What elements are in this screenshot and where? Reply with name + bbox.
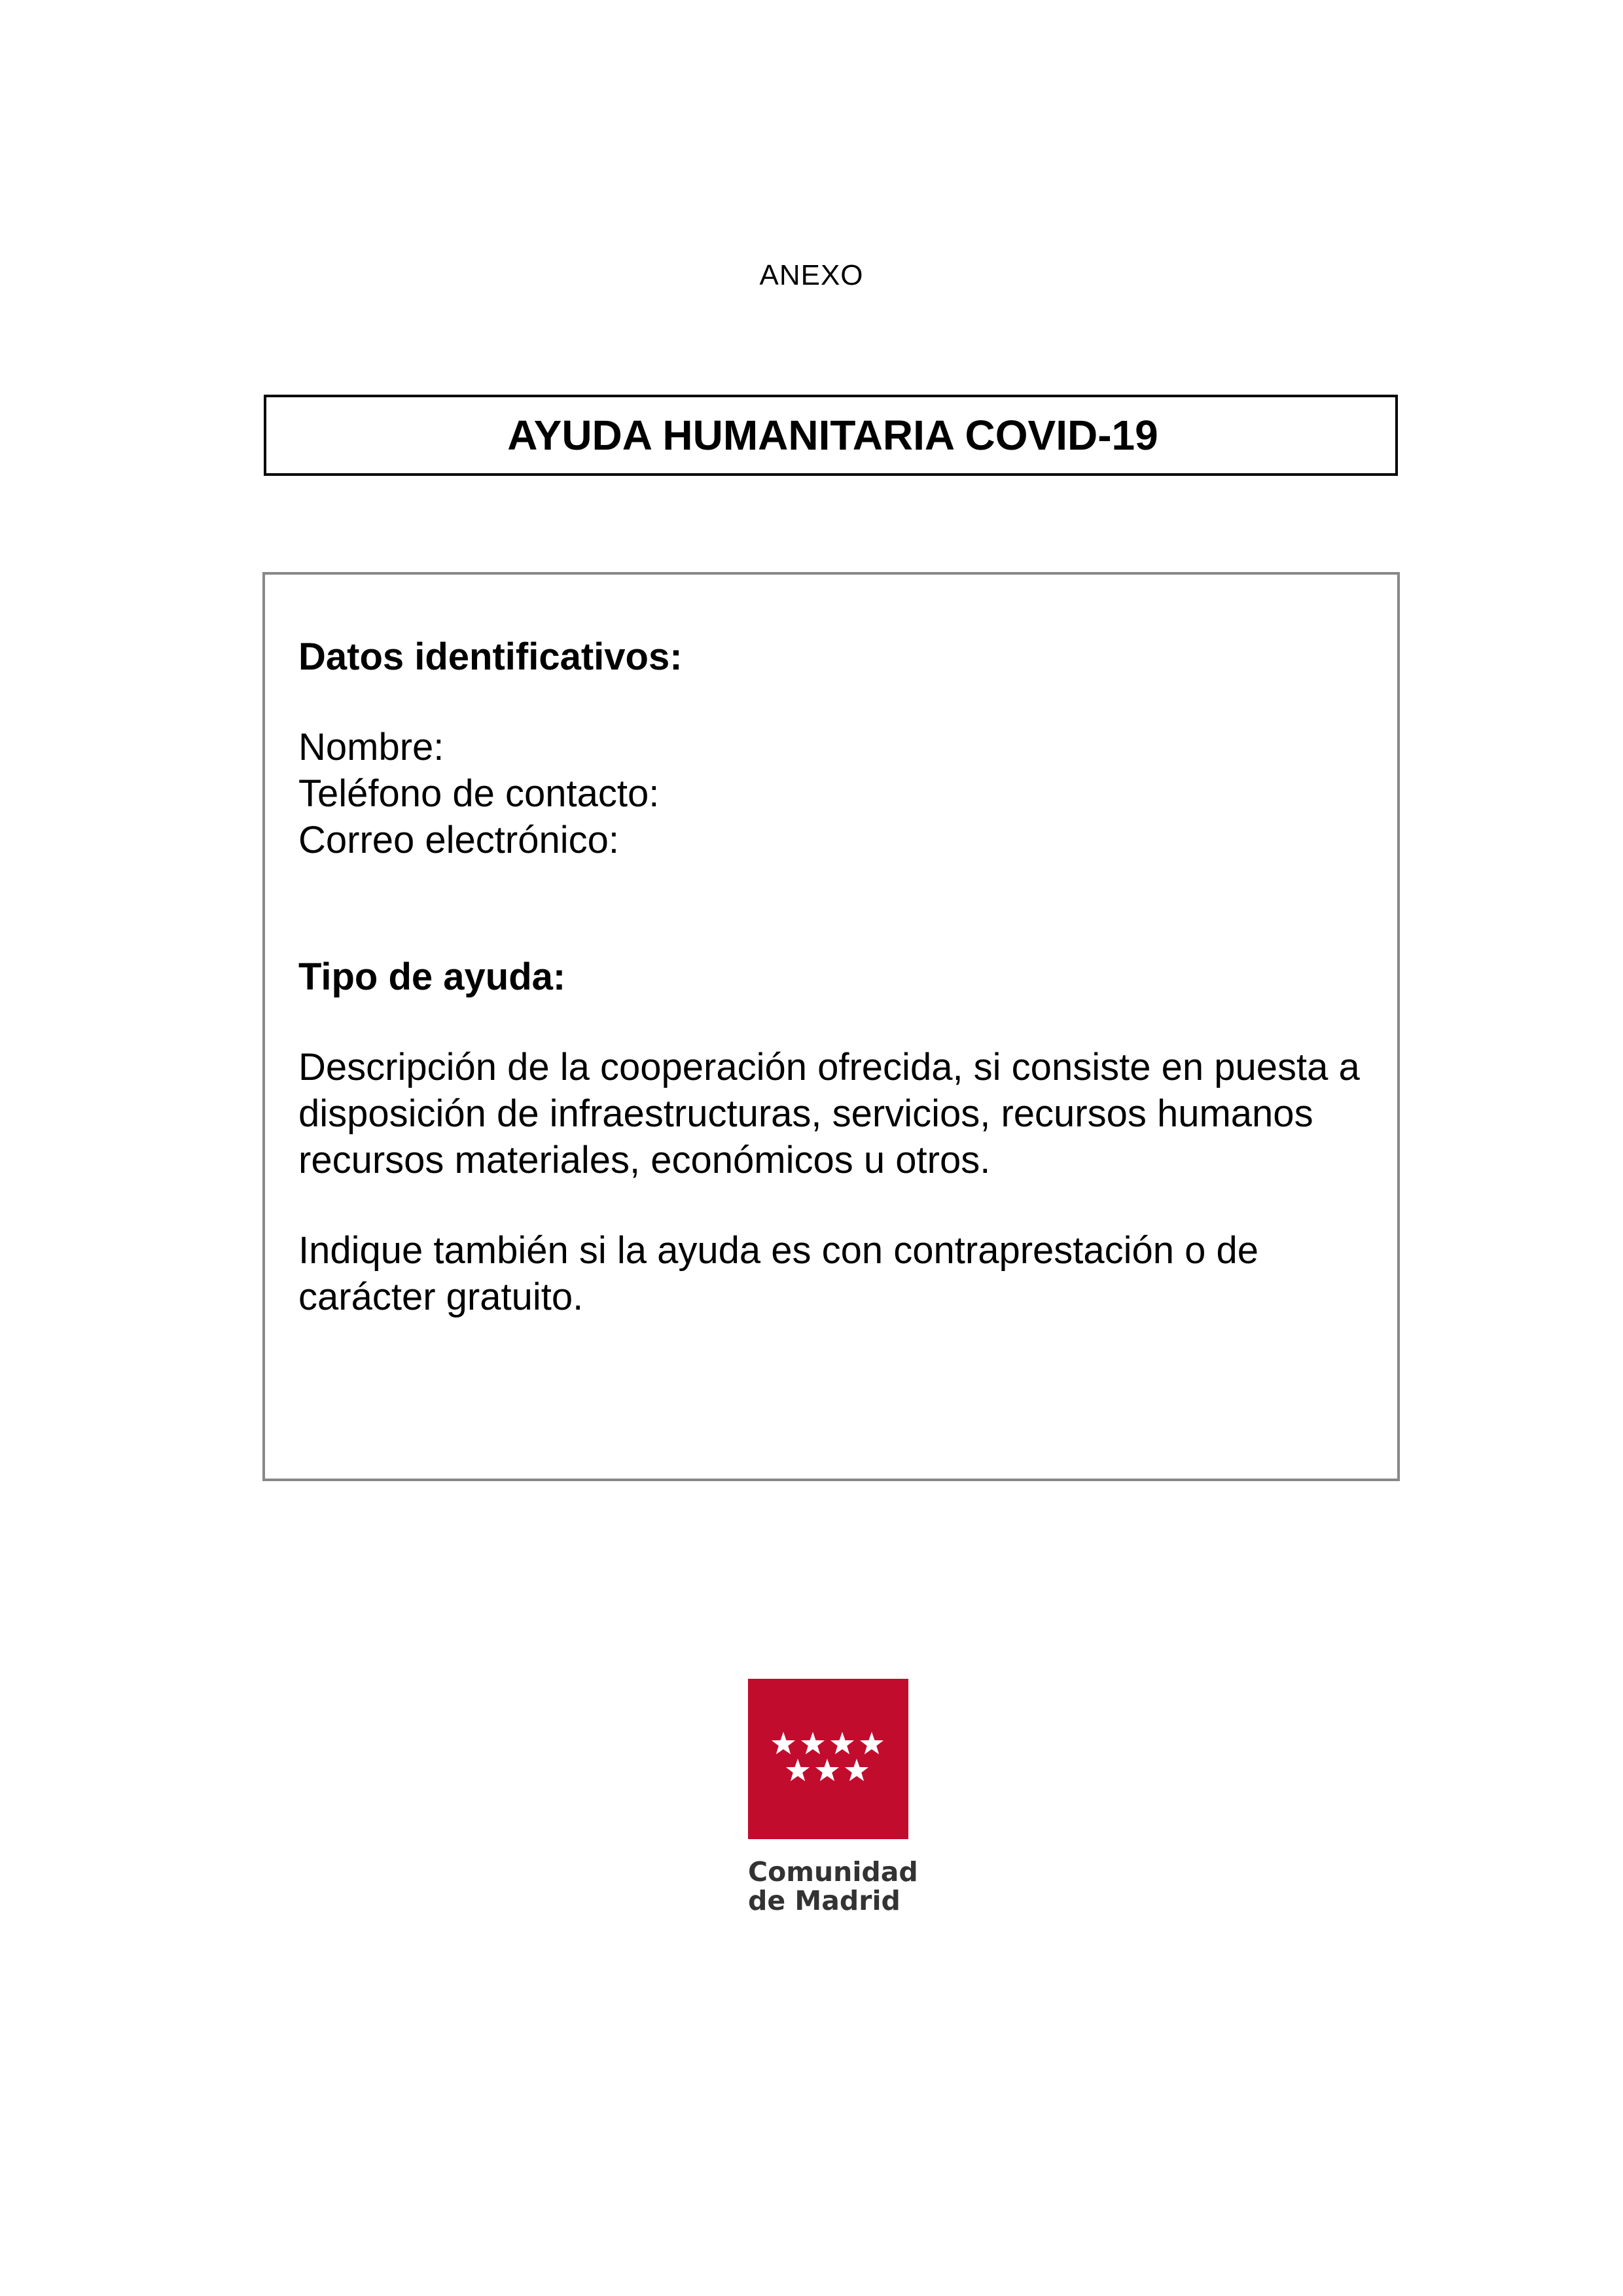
logo-square <box>748 1679 908 1839</box>
name-field-label: Nombre: <box>298 726 444 768</box>
aid-note-text: Indique también si la ayuda es con contraprestación o de carácter gratuito. <box>298 1229 1259 1318</box>
title-box <box>264 395 1398 476</box>
logo-text <box>748 1856 918 1916</box>
comunidad-de-madrid-logo <box>748 1679 918 1916</box>
logo-name-line-2: de Madrid <box>748 1885 901 1916</box>
aid-type-heading: Tipo de ayuda: <box>298 956 566 998</box>
seven-stars-icon <box>748 1679 908 1839</box>
spacer <box>298 1183 1372 1227</box>
form-box <box>262 572 1400 1481</box>
star-icon <box>772 1732 795 1754</box>
star-icon <box>830 1732 854 1754</box>
logo-name-line-1: Comunidad <box>748 1856 918 1888</box>
identification-heading: Datos identificativos: <box>298 636 683 678</box>
phone-field-label: Teléfono de contacto: <box>298 772 660 815</box>
aid-description-text: Descripción de la cooperación ofrecida, si consiste en puesta a disposición de infraestructuras, servicios, recursos humanos recursos materiales, económicos u otros. <box>298 1046 1360 1181</box>
star-icon <box>815 1759 839 1781</box>
document-title: AYUDA HUMANITARIA COVID-19 <box>507 412 1158 459</box>
form-content <box>298 634 1372 1320</box>
star-icon <box>801 1732 825 1754</box>
star-icon <box>845 1759 868 1781</box>
annex-label: ANEXO <box>759 259 864 291</box>
email-field-label: Correo electrónico: <box>298 819 619 861</box>
star-icon <box>786 1759 810 1781</box>
spacer <box>298 1000 1372 1044</box>
spacer <box>298 863 1372 954</box>
star-icon <box>860 1732 883 1754</box>
spacer <box>298 680 1372 724</box>
